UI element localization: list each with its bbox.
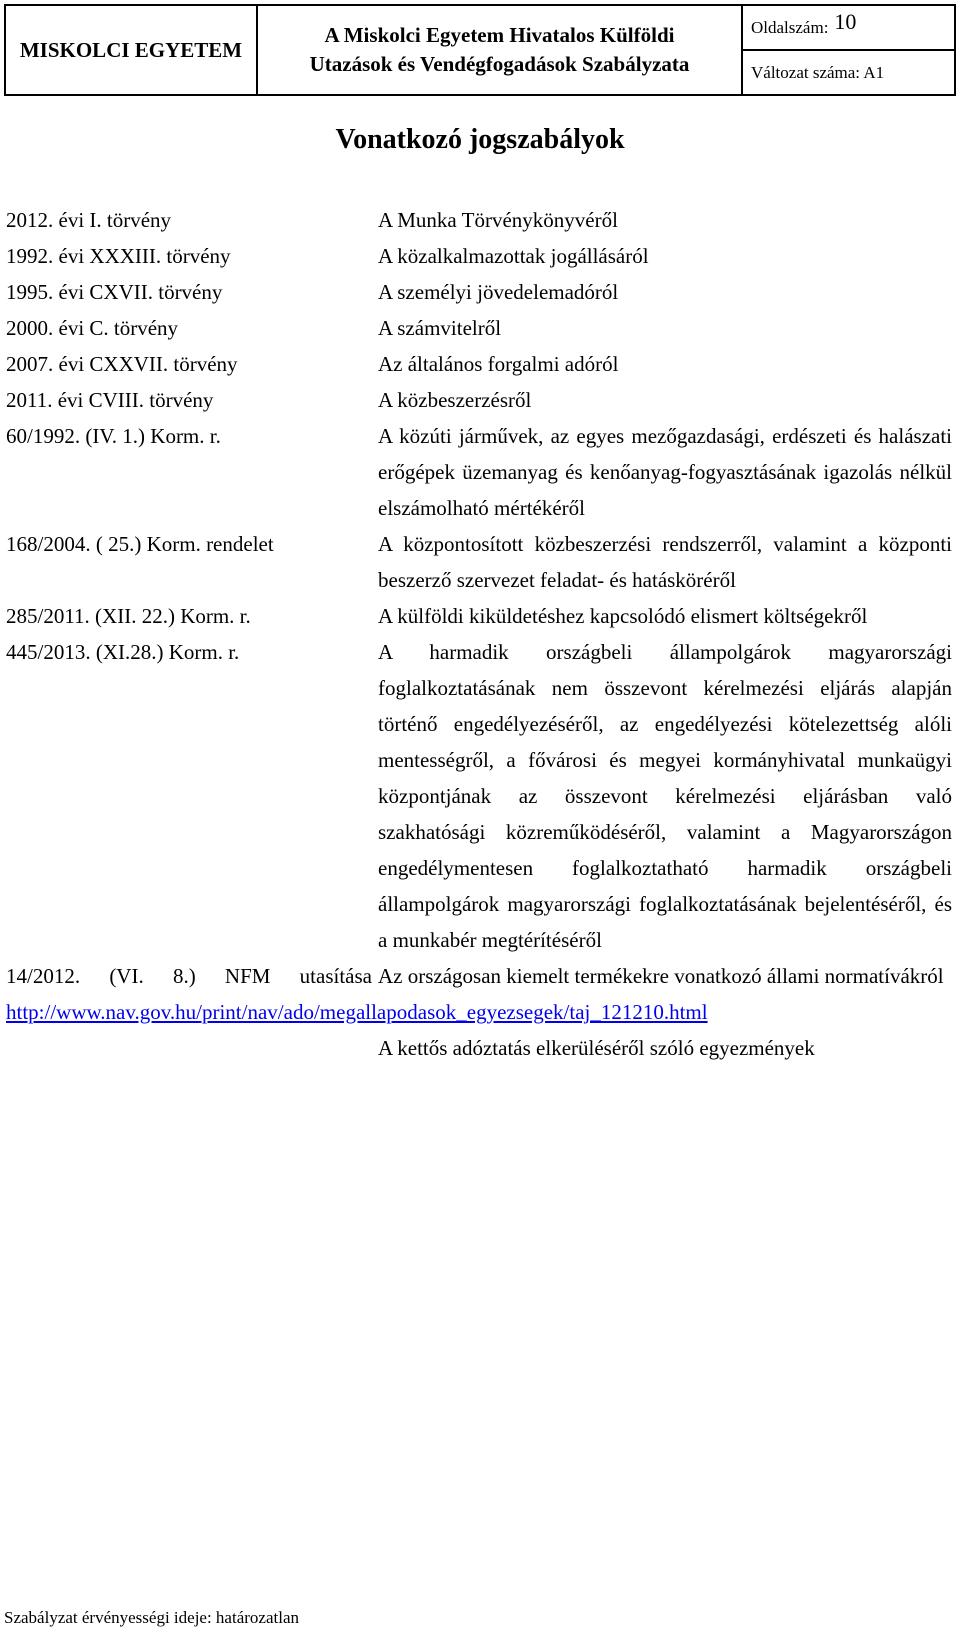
law-description: A harmadik országbeli állampolgárok magyarországi foglalkoztatásának nem összevont kérelmezési eljárás alapján történő engedélyezéséről, az engedélyezési kötelezettség alóli mentességről, a fővárosi és megyei kormányhivatal munkaügyi központjának az összevont kérelmezési eljárásban való szakhatósági közreműködéséről, valamint a Magyarországon engedélymentesen foglalkoztatható harmadik országbeli állampolgárok magyarországi foglalkoztatásának bejelentéséről, és a munkabér megtérítéséről	[378, 640, 952, 952]
law-reference: 2000. évi C. törvény	[6, 316, 179, 340]
law-description: A közúti járművek, az egyes mezőgazdasági, erdészeti és halászati erőgépek üzemanyag és kenőanyag-fogyasztásának igazolás nélkül elszámolható mértékéről	[378, 424, 952, 520]
validity-footer: Szabályzat érvényességi ideje: határozatlan	[4, 1608, 299, 1627]
law-list	[6, 202, 952, 1066]
header-page-row	[743, 6, 954, 49]
header-meta	[743, 6, 954, 94]
header-title-line1: A Miskolci Egyetem Hivatalos Külföldi	[324, 23, 675, 47]
law-reference: 168/2004. ( 25.) Korm. rendelet	[6, 532, 274, 556]
law-row	[6, 958, 952, 994]
law-row	[6, 526, 952, 598]
treaty-link[interactable]: http://www.nav.gov.hu/print/nav/ado/megallapodasok_egyezsegek/taj_121210.html	[6, 1000, 708, 1024]
page-number-label: Oldalszám:	[751, 17, 829, 37]
law-reference: 285/2011. (XII. 22.) Korm. r.	[6, 604, 251, 628]
law-row	[6, 310, 952, 346]
law-description: A személyi jövedelemadóról	[378, 280, 619, 304]
law-row	[6, 346, 952, 382]
law-reference: 2011. évi CVIII. törvény	[6, 388, 214, 412]
law-row	[6, 202, 952, 238]
version-number: Változat száma: A1	[751, 62, 885, 82]
law-reference: 14/2012. (VI. 8.) NFM utasítása	[6, 964, 372, 988]
page-title: Vonatkozó jogszabályok	[335, 124, 625, 155]
law-reference: 1992. évi XXXIII. törvény	[6, 244, 231, 268]
law-reference: 1995. évi CXVII. törvény	[6, 280, 223, 304]
header-title-line2: Utazások és Vendégfogadások Szabályzata	[309, 52, 690, 76]
law-reference: 445/2013. (XI.28.) Korm. r.	[6, 640, 240, 664]
law-description: A központosított közbeszerzési rendszerről, valamint a központi beszerző szervezet feladat- és hatásköréről	[378, 532, 952, 592]
law-row	[6, 382, 952, 418]
law-description: Az országosan kiemelt termékekre vonatkozó állami normatívákról	[378, 964, 944, 988]
law-reference: 2012. évi I. törvény	[6, 208, 172, 232]
header-org-name: MISKOLCI EGYETEM	[6, 6, 258, 94]
law-description: Az általános forgalmi adóról	[378, 352, 619, 376]
law-reference: 2007. évi CXXVII. törvény	[6, 352, 238, 376]
law-description: A számvitelről	[378, 316, 502, 340]
law-description: A külföldi kiküldetéshez kapcsolódó elismert költségekről	[378, 604, 868, 628]
treaty-description: A kettős adóztatás elkerüléséről szóló egyezmények	[378, 1036, 815, 1060]
law-row	[6, 598, 952, 634]
page-number: 10	[834, 8, 857, 34]
law-row	[6, 634, 952, 958]
treaty-link-row	[6, 994, 952, 1030]
law-description: A Munka Törvénykönyvéről	[378, 208, 618, 232]
law-description: A közbeszerzésről	[378, 388, 532, 412]
law-row	[6, 418, 952, 526]
law-row	[6, 274, 952, 310]
law-row	[6, 238, 952, 274]
law-reference: 60/1992. (IV. 1.) Korm. r.	[6, 424, 221, 448]
header-regulation-title	[258, 6, 743, 94]
document-header	[4, 4, 956, 96]
header-version-row	[743, 49, 954, 94]
law-description: A közalkalmazottak jogállásáról	[378, 244, 649, 268]
